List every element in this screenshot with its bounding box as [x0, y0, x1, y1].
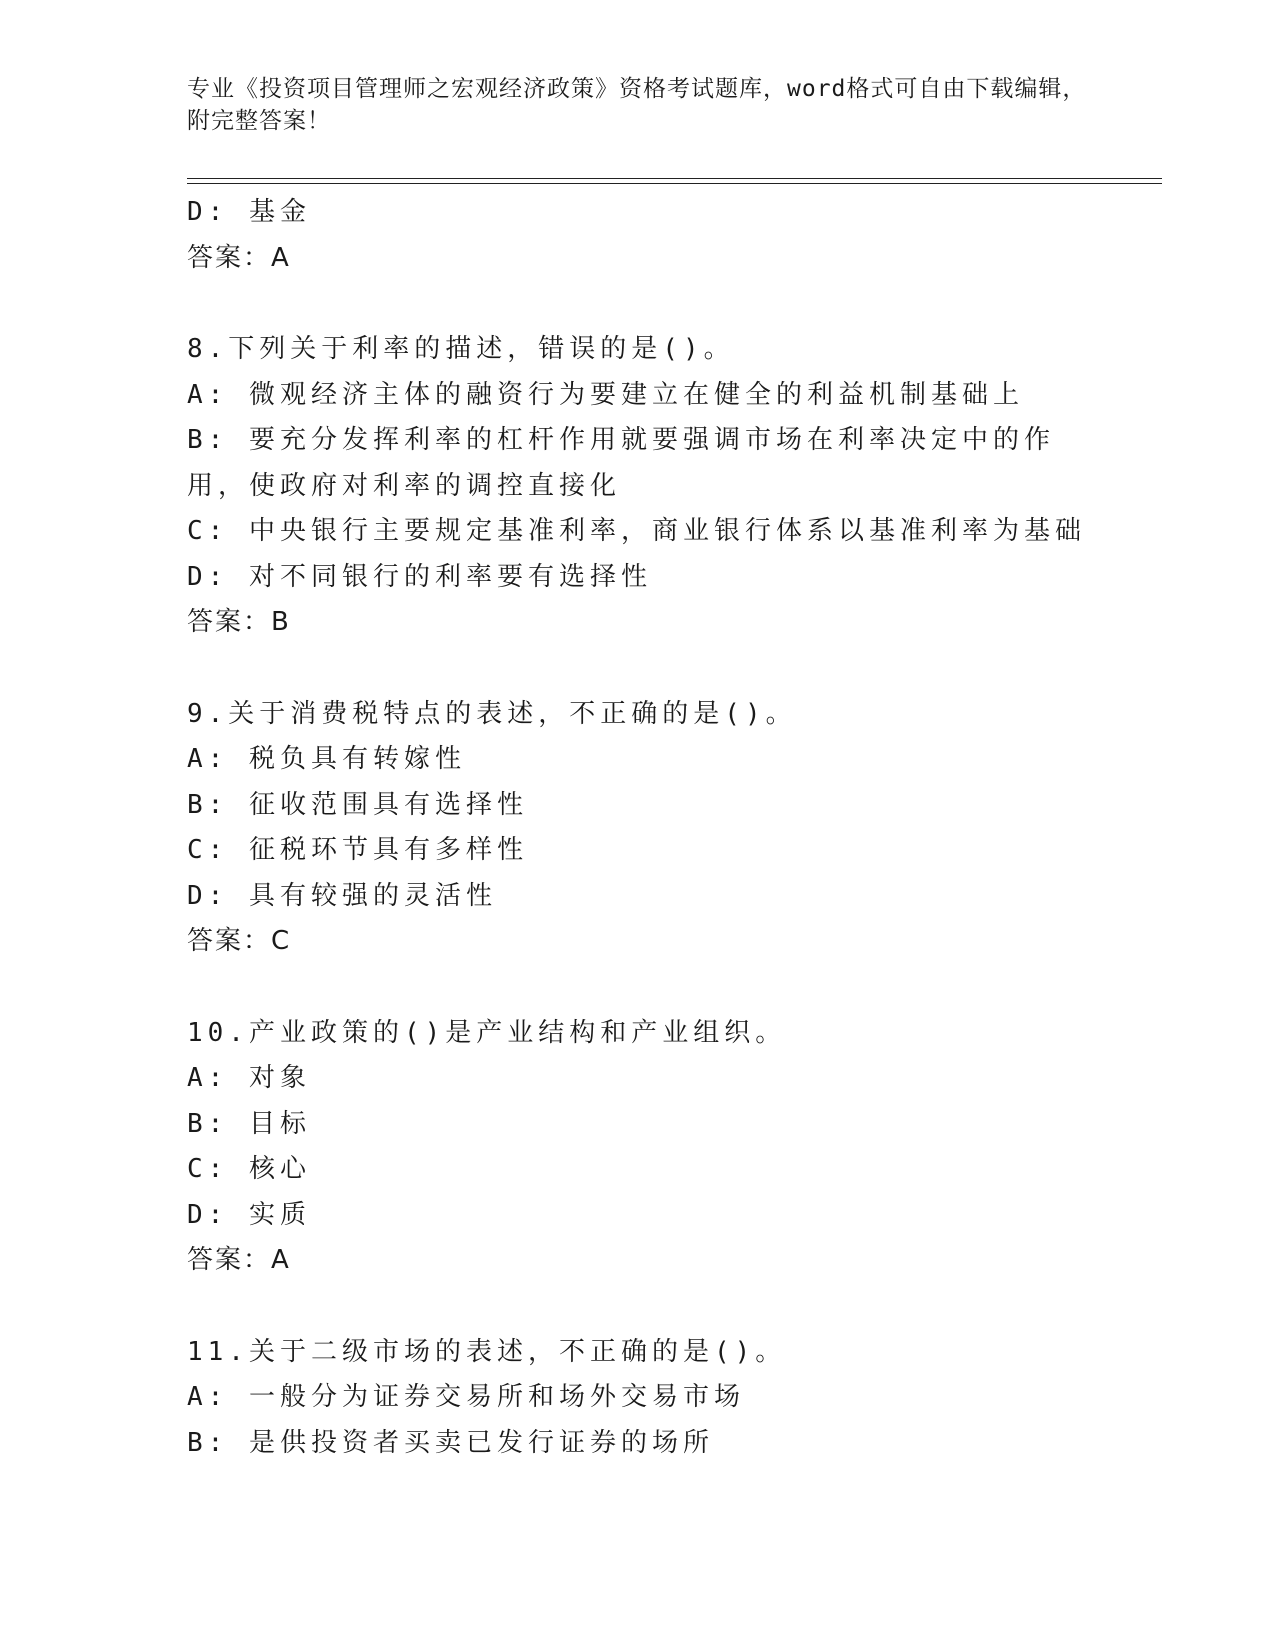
- header-rule-bottom: [187, 183, 1162, 184]
- question-stem: 10.产业政策的()是产业结构和产业组织。: [187, 1017, 787, 1048]
- option-b: B: 目标: [187, 1108, 311, 1139]
- option-c: C: 征税环节具有多样性: [187, 835, 528, 865]
- option-b: B: 要充分发挥利率的杠杆作用就要强调市场在利率决定中的作用，使政府对利率的调控直接化: [187, 425, 1055, 501]
- option-d: D: 实质: [187, 1199, 311, 1230]
- option-d: D: 具有较强的灵活性: [187, 880, 497, 911]
- question-stem: 9.关于消费税特点的表述，不正确的是()。: [187, 698, 797, 729]
- document-header: 专业《投资项目管理师之宏观经济政策》资格考试题库，word格式可自由下载编辑，附完整答案！: [187, 76, 1087, 134]
- question-9: [187, 692, 1087, 965]
- answer: 答案：A: [187, 242, 291, 273]
- answer: 答案：B: [187, 607, 291, 637]
- option-a: A: 税负具有转嫁性: [187, 744, 466, 774]
- question-11: [187, 1330, 1087, 1467]
- option-c: C: 中央银行主要规定基准利率，商业银行体系以基准利率为基础: [187, 516, 1086, 546]
- question-stem: 8.下列关于利率的描述，错误的是()。: [187, 334, 735, 364]
- question-stem: 11.关于二级市场的表述，不正确的是()。: [187, 1336, 787, 1367]
- option-d: D: 基金: [187, 197, 311, 227]
- option-a: A: 对象: [187, 1063, 311, 1093]
- option-b: B: 是供投资者买卖已发行证券的场所: [187, 1427, 714, 1458]
- question-10: [187, 1011, 1087, 1284]
- option-d: D: 对不同银行的利率要有选择性: [187, 561, 652, 592]
- question-list: [187, 190, 1087, 1466]
- question-8: [187, 327, 1087, 646]
- header-rule-top: [187, 178, 1162, 179]
- option-a: A: 微观经济主体的融资行为要建立在健全的利益机制基础上: [187, 379, 1024, 410]
- answer: 答案：C: [187, 926, 292, 956]
- option-b: B: 征收范围具有选择性: [187, 789, 528, 820]
- option-a: A: 一般分为证券交易所和场外交易市场: [187, 1382, 745, 1412]
- answer: 答案：A: [187, 1245, 291, 1275]
- option-c: C: 核心: [187, 1154, 311, 1184]
